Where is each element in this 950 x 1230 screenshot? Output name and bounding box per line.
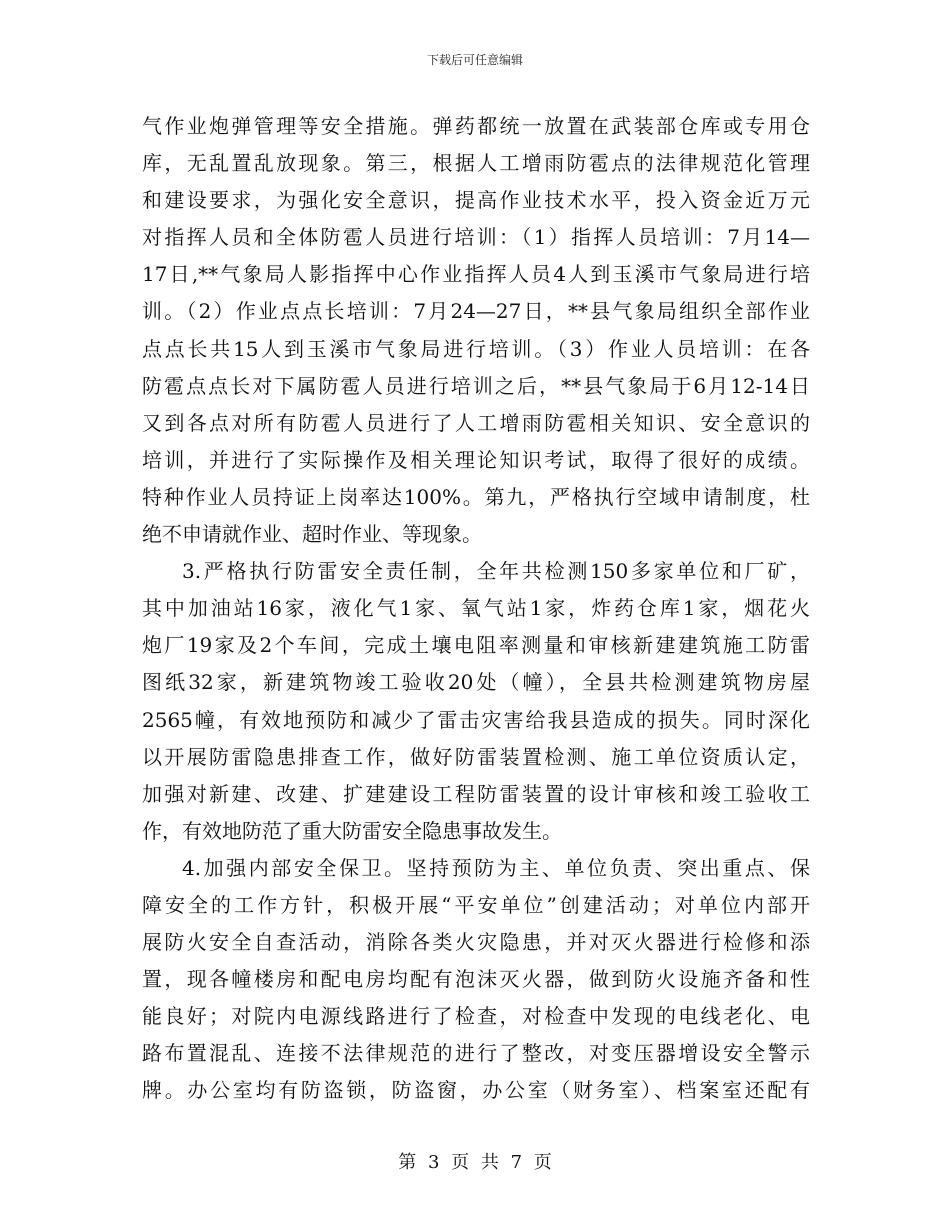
text-line: 绝不申请就作业、超时作业、等现象。 (142, 522, 482, 547)
text-line: 17日,**气象局人影指挥中心作业指挥人员4人到玉溪市气象局进行培 (142, 262, 810, 287)
text-line: 训。（2）作业点点长培训：7月24—27日，**县气象局组织全部作业 (142, 299, 810, 324)
text-line: 又到各点对所有防雹人员进行了人工增雨防雹相关知识、安全意识的 (142, 410, 810, 435)
text-line: 路布置混乱、连接不法律规范的进行了整改，对变压器增设安全警示 (142, 1041, 810, 1066)
page-number-footer: 第 3 页 共 7 页 (398, 1152, 552, 1173)
text-line: 图纸32家，新建筑物竣工验收20处（幢），全县共检测建筑物房屋 (142, 670, 810, 695)
text-line: 能良好；对院内电源线路进行了检查，对检查中发现的电线老化、电 (142, 1004, 810, 1029)
text-line: 以开展防雷隐患排查工作，做好防雷装置检测、施工单位资质认定， (142, 744, 810, 769)
text-line: 作，有效地防范了重大防雷安全隐患事故发生。 (142, 818, 562, 843)
page-header-note: 下载后可任意编辑 (426, 53, 523, 67)
paragraph-3-first-line: 3.严格执行防雷安全责任制，全年共检测150多家单位和厂矿， (182, 559, 810, 584)
text-line: 特种作业人员持证上岗率达100%。第九，严格执行空域申请制度，杜 (142, 484, 810, 509)
text-line: 其中加油站16家，液化气1家、氧气站1家，炸药仓库1家，烟花火 (142, 596, 810, 621)
text-line: 障安全的工作方针，积极开展“平安单位”创建活动；对单位内部开 (142, 892, 810, 917)
text-line: 牌。办公室均有防盗锁，防盗窗，办公室（财务室）、档案室还配有 (142, 1078, 810, 1103)
text-line: 对指挥人员和全体防雹人员进行培训：（1）指挥人员培训：7月14— (142, 225, 810, 250)
text-line: 气作业炮弹管理等安全措施。弹药都统一放置在武装部仓库或专用仓 (142, 114, 810, 138)
text-line: 培训，并进行了实际操作及相关理论知识考试，取得了很好的成绩。 (142, 447, 810, 472)
text-line: 展防火安全自查活动，消除各类火灾隐患，并对灭火器进行检修和添 (142, 930, 810, 955)
text-line: 2565幢，有效地预防和减少了雷击灾害给我县造成的损失。同时深化 (142, 707, 810, 732)
text-line: 置，现各幢楼房和配电房均配有泡沫灭火器，做到防火设施齐备和性 (142, 967, 810, 992)
paragraph-4-first-line: 4.加强内部安全保卫。坚持预防为主、单位负责、突出重点、保 (182, 855, 810, 880)
document-body (142, 108, 810, 1110)
text-line: 炮厂19家及2个车间，完成土壤电阻率测量和审核新建建筑施工防雷 (142, 633, 810, 658)
text-line: 防雹点点长对下属防雹人员进行培训之后，**县气象局于6月12-14日 (142, 373, 810, 398)
text-line: 点点长共15人到玉溪市气象局进行培训。（3）作业人员培训：在各 (142, 336, 810, 361)
text-line: 库，无乱置乱放现象。第三，根据人工增雨防雹点的法律规范化管理 (142, 151, 810, 176)
text-line: 加强对新建、改建、扩建建设工程防雷装置的设计审核和竣工验收工 (142, 781, 810, 806)
text-line: 和建设要求，为强化安全意识，提高作业技术水平，投入资金近万元 (142, 188, 810, 213)
